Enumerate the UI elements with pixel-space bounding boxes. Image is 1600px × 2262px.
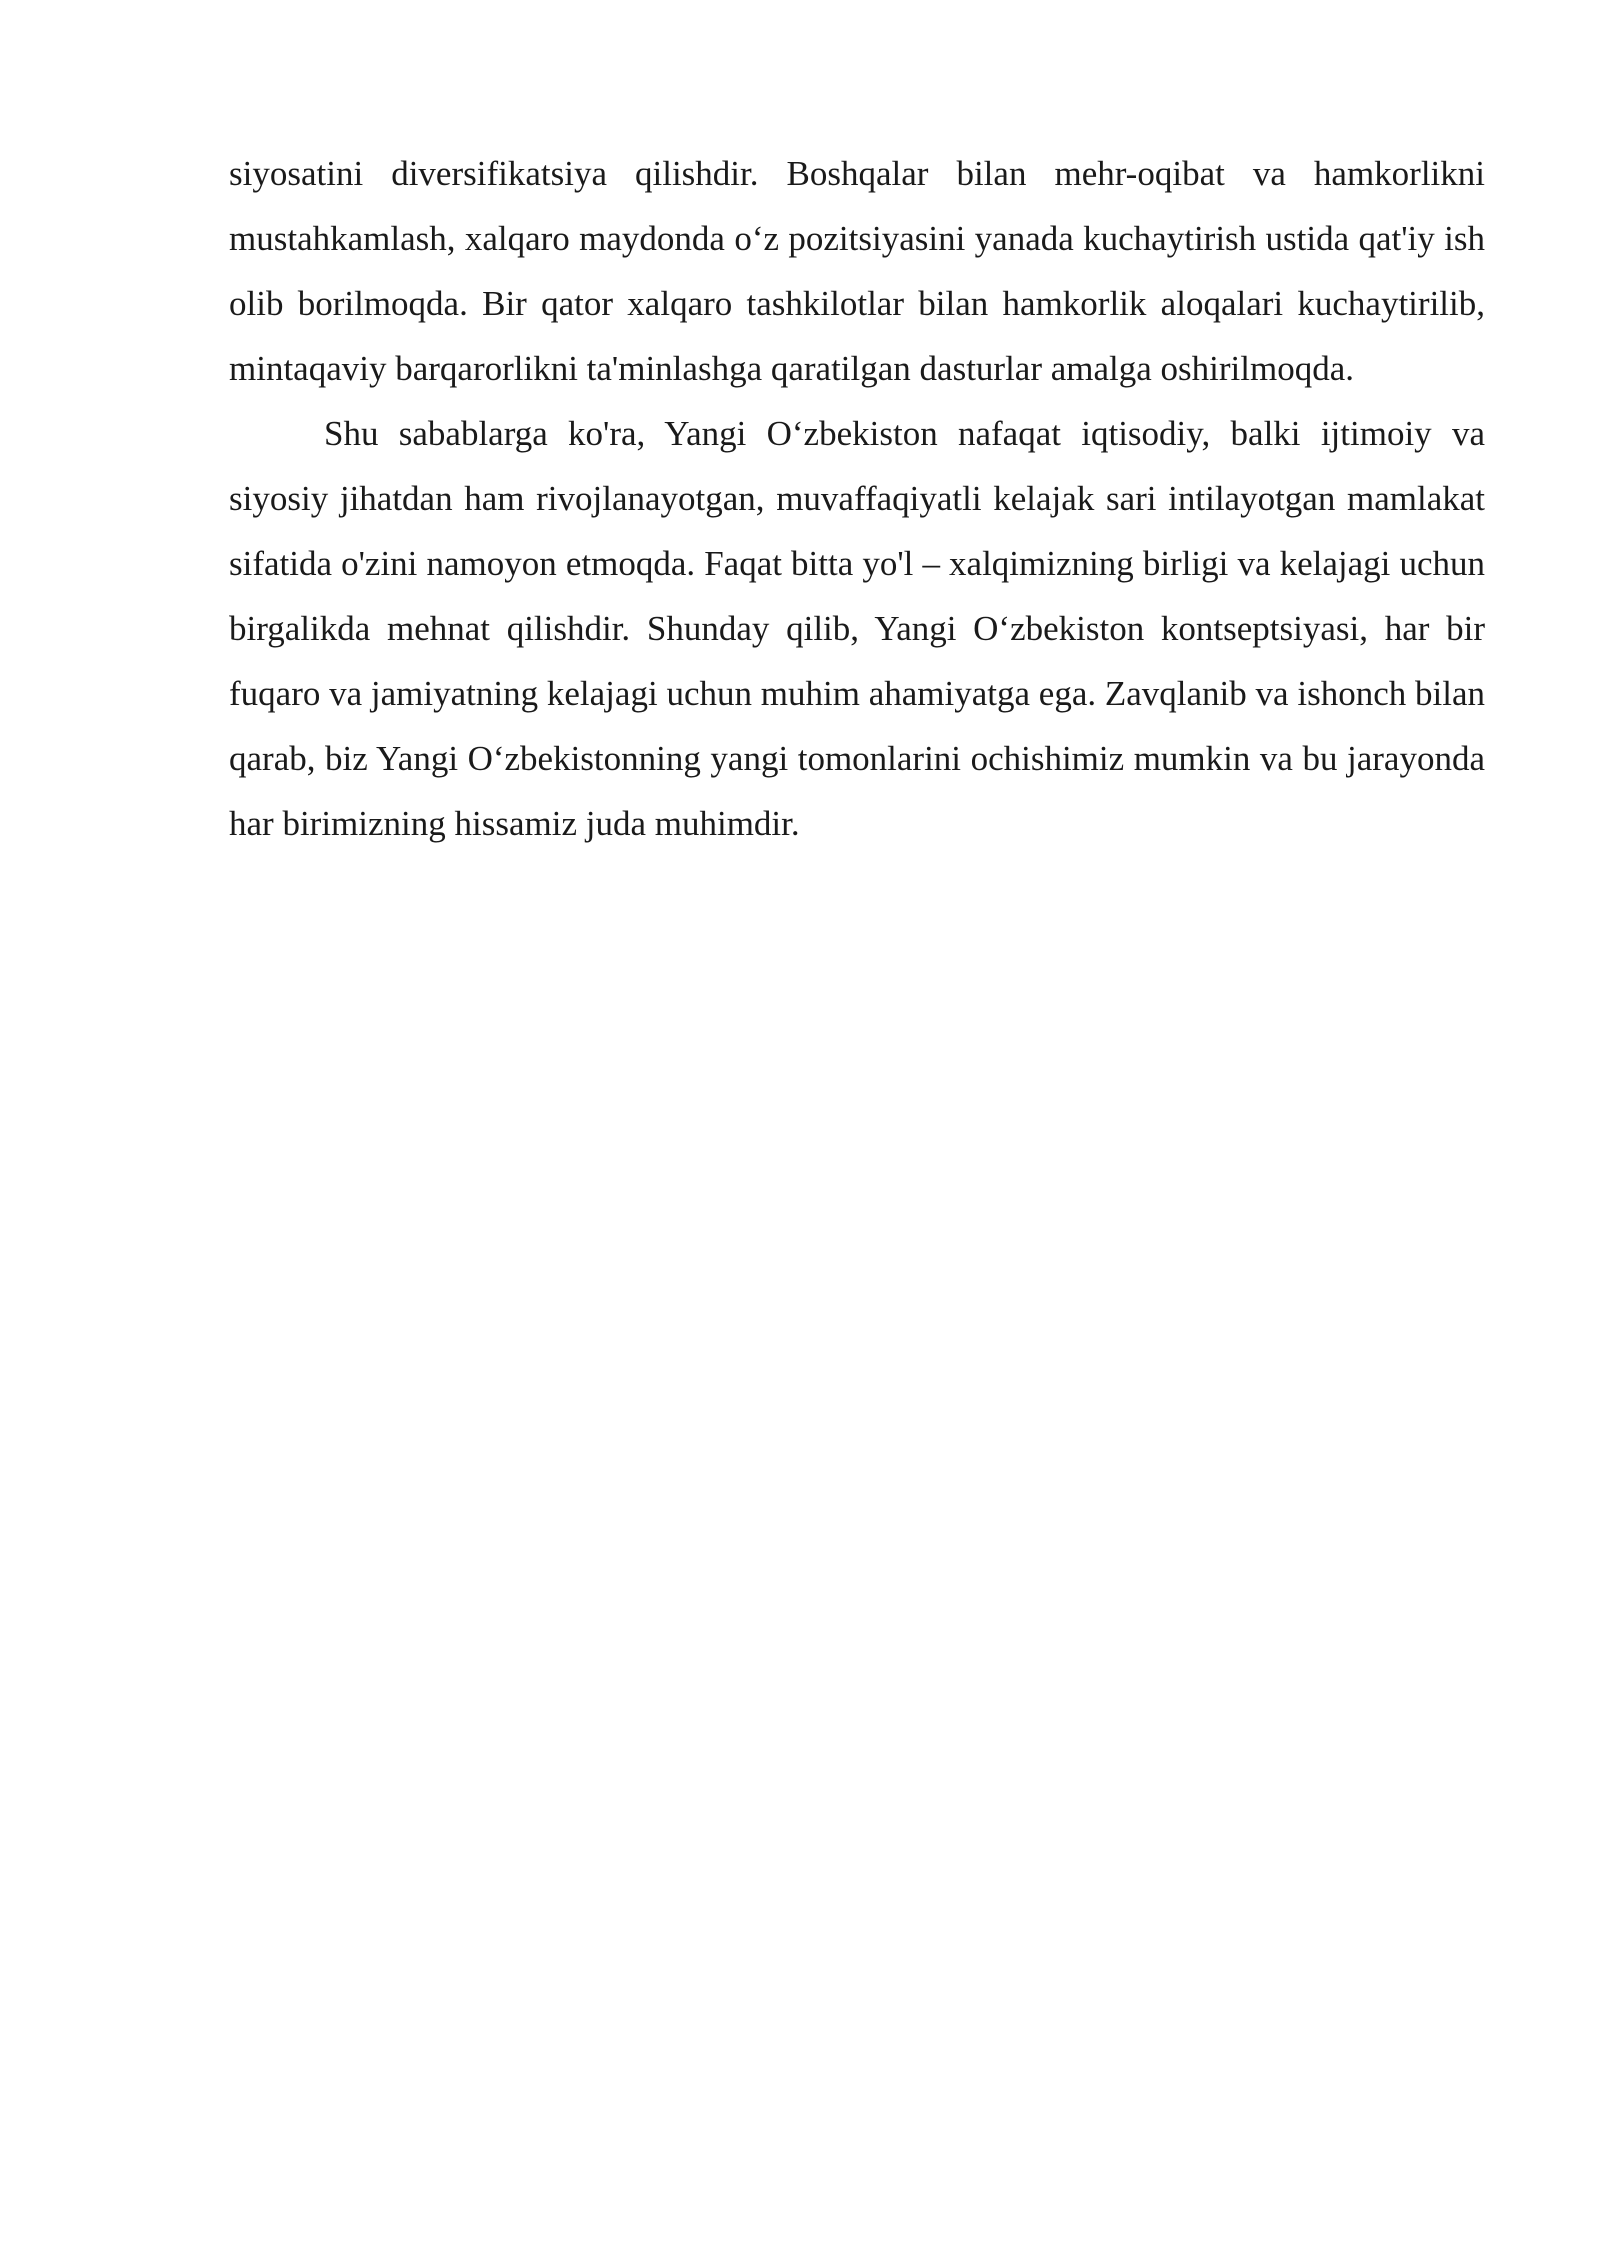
body-text — [229, 141, 1485, 856]
paragraph-conclusion: Shu sabablarga ko'ra, Yangi O‘zbekiston nafaqat iqtisodiy, balki ijtimoiy va siyosiy jihatdan ham rivojlanayotgan, muvaffaqiyatli kelajak sari intilayotgan mamlakat sifatida o'zini namoyon etmoqda. Faqat bitta yo'l – xalqimizning birligi va kelajagi uchun birgalikda mehnat qilishdir. Shunday qilib, Yangi O‘zbekiston kontseptsiyasi, har bir fuqaro va jamiyatning kelajagi uchun muhim ahamiyatga ega. Zavqlanib va ishonch bilan qarab, biz Yangi O‘zbekistonning yangi tomonlarini ochishimiz mumkin va bu jarayonda har birimizning hissamiz juda muhimdir. — [229, 414, 1485, 843]
paragraph-continuation: siyosatini diversifikatsiya qilishdir. Boshqalar bilan mehr-oqibat va hamkorlikni mustahkamlash, xalqaro maydonda o‘z pozitsiyasini yanada kuchaytirish ustida qat'iy ish olib borilmoqda. Bir qator xalqaro tashkilotlar bilan hamkorlik aloqalari kuchaytirilib, mintaqaviy barqarorlikni ta'minlashga qaratilgan dasturlar amalga oshirilmoqda. — [229, 154, 1485, 388]
